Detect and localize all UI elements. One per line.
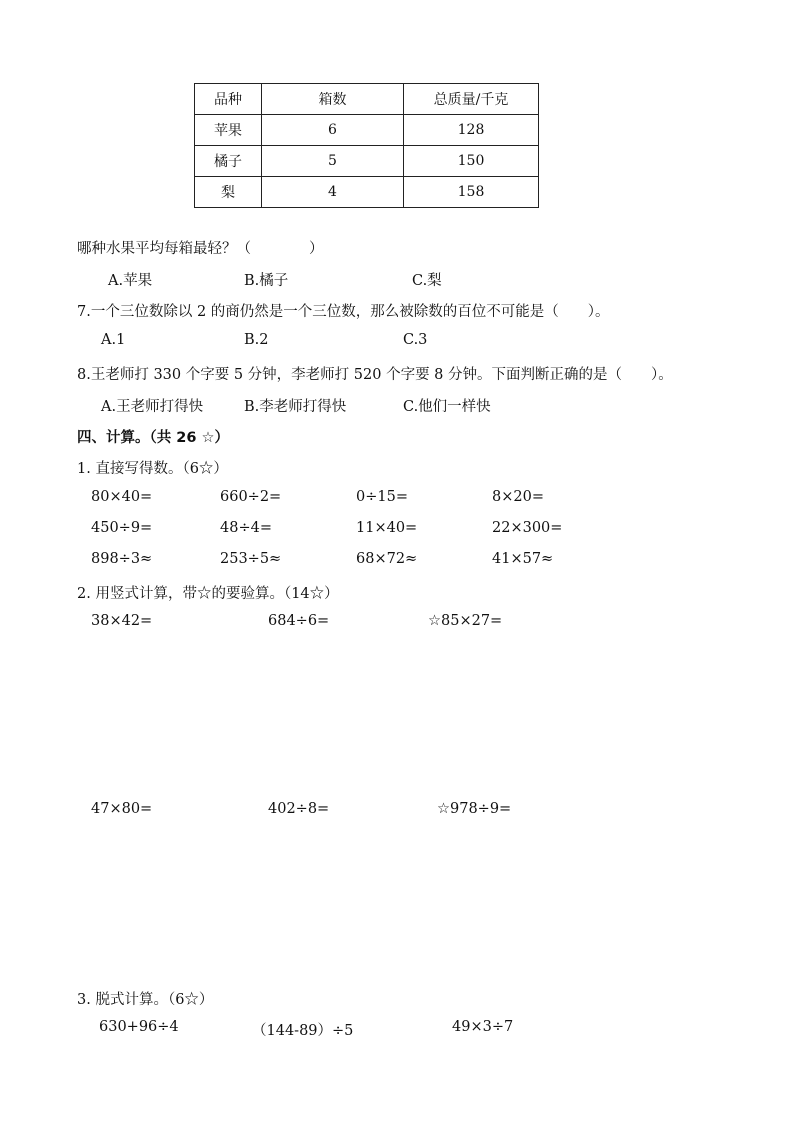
table-header-cell: 箱数 <box>262 84 404 115</box>
option-c: C.梨 <box>412 273 442 289</box>
option-b: B.2 <box>244 332 269 348</box>
oral-calc-item: 660÷2= <box>220 489 282 505</box>
oral-calc-item: 0÷15= <box>356 489 408 505</box>
table-row <box>195 177 539 208</box>
oral-calc-row <box>0 520 794 542</box>
oral-calc-item: 68×72≈ <box>356 551 418 567</box>
table-cell: 6 <box>262 115 404 146</box>
table-header-cell: 总质量/千克 <box>404 84 539 115</box>
table-cell: 5 <box>262 146 404 177</box>
oral-calc-item: 48÷4= <box>220 520 272 536</box>
vertical-calc-item: ☆85×27= <box>428 613 503 629</box>
question-7-options <box>0 332 794 354</box>
vertical-calc-item: 47×80= <box>91 801 153 817</box>
option-c: C.3 <box>403 332 428 348</box>
option-b: B.橘子 <box>244 273 289 289</box>
stepwise-calc-item: （144-89）÷5 <box>252 1023 354 1039</box>
stepwise-calc-row <box>0 1019 794 1041</box>
oral-calc-item: 22×300= <box>492 520 563 536</box>
question-8-options <box>0 395 794 417</box>
option-b: B.李老师打得快 <box>244 399 347 415</box>
stepwise-calc-item: 49×3÷7 <box>452 1019 514 1035</box>
option-a: A.1 <box>101 332 126 348</box>
option-a: A.王老师打得快 <box>101 399 204 415</box>
table-header-cell: 品种 <box>195 84 262 115</box>
part-1-title: 1. 直接写得数。（6☆） <box>77 461 228 477</box>
table-cell: 梨 <box>195 177 262 208</box>
table-row <box>195 115 539 146</box>
oral-calc-item: 41×57≈ <box>492 551 554 567</box>
oral-calc-item: 450÷9= <box>91 520 153 536</box>
question-8-stem: 8.王老师打 330 个字要 5 分钟，李老师打 520 个字要 8 分钟。下面判断正确的是（ ）。 <box>77 367 673 383</box>
table-cell: 150 <box>404 146 539 177</box>
section-4-title: 四、计算。（共 26 ☆） <box>77 430 230 446</box>
vertical-calc-item: 38×42= <box>91 613 153 629</box>
question-6-options <box>0 269 794 291</box>
oral-calc-item: 8×20= <box>492 489 544 505</box>
table-cell: 苹果 <box>195 115 262 146</box>
table-cell: 158 <box>404 177 539 208</box>
table-cell: 4 <box>262 177 404 208</box>
vertical-calc-row <box>0 613 794 635</box>
stepwise-calc-item: 630+96÷4 <box>99 1019 179 1035</box>
option-c: C.他们一样快 <box>403 399 491 415</box>
oral-calc-row <box>0 489 794 511</box>
table-cell: 128 <box>404 115 539 146</box>
table-cell: 橘子 <box>195 146 262 177</box>
oral-calc-item: 898÷3≈ <box>91 551 153 567</box>
question-6-stem: 哪种水果平均每箱最轻？（ ） <box>77 241 324 257</box>
oral-calc-row <box>0 551 794 573</box>
vertical-calc-item: 684÷6= <box>268 613 330 629</box>
part-2-title: 2. 用竖式计算，带☆的要验算。（14☆） <box>77 586 339 602</box>
oral-calc-item: 253÷5≈ <box>220 551 282 567</box>
table-row <box>195 146 539 177</box>
option-a: A.苹果 <box>108 273 153 289</box>
vertical-calc-row <box>0 801 794 823</box>
table-header-row <box>195 84 539 115</box>
part-3-title: 3. 脱式计算。（6☆） <box>77 992 214 1008</box>
oral-calc-item: 11×40= <box>356 520 418 536</box>
oral-calc-item: 80×40= <box>91 489 153 505</box>
vertical-calc-item: 402÷8= <box>268 801 330 817</box>
fruit-table <box>194 83 539 208</box>
question-7-stem: 7.一个三位数除以 2 的商仍然是一个三位数，那么被除数的百位不可能是（ ）。 <box>77 304 610 320</box>
vertical-calc-item: ☆978÷9= <box>437 801 512 817</box>
